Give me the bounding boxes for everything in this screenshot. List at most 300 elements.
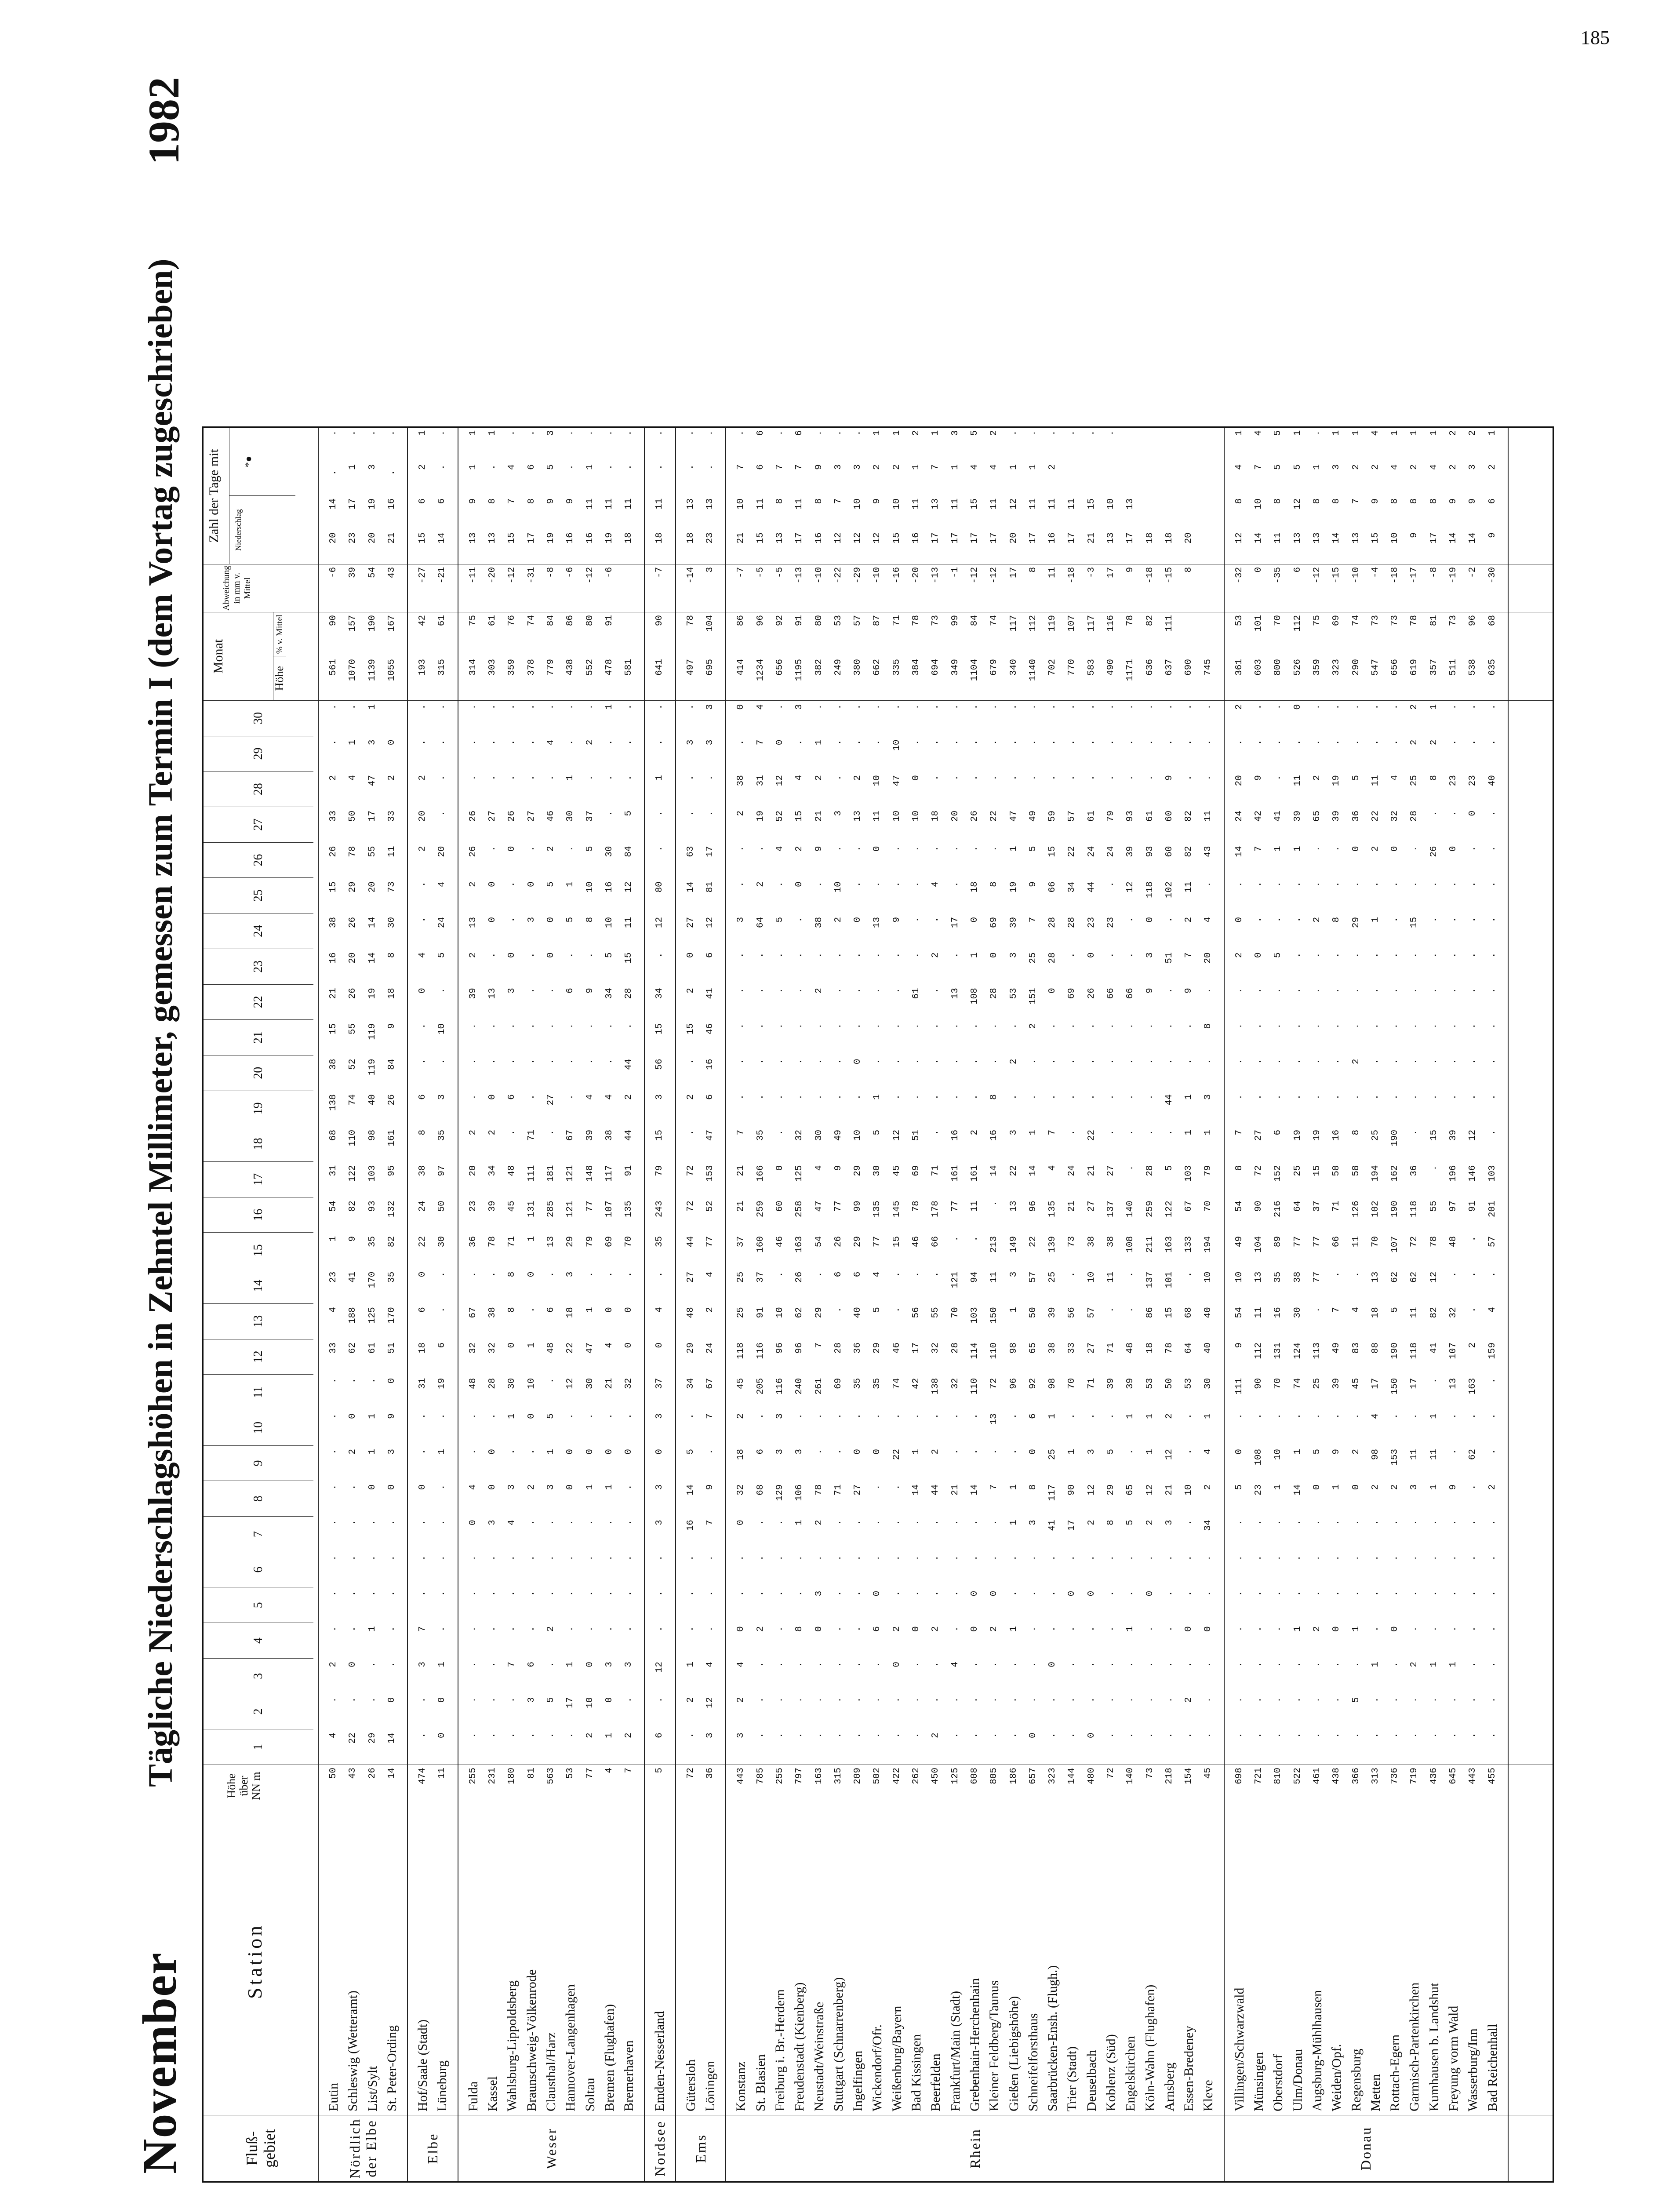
day-value: .: [1028, 1661, 1038, 1667]
day-value: .: [1448, 1697, 1459, 1703]
day-value: 3: [655, 1484, 665, 1490]
day-value: 2: [853, 775, 863, 781]
day-value: 2: [1370, 1484, 1381, 1490]
day-value: .: [1086, 1555, 1097, 1561]
day-value: .: [911, 1520, 922, 1525]
day-value: .: [1468, 1307, 1478, 1313]
day-value: .: [969, 1059, 980, 1065]
day-value: 118: [1409, 1201, 1420, 1218]
day-value: 12: [775, 775, 785, 786]
day-value: 70: [950, 1307, 960, 1318]
day-value: 1: [1125, 1626, 1136, 1632]
day-value: .: [1487, 1520, 1498, 1525]
day-value: .: [1273, 1732, 1284, 1738]
day-value: 21: [1164, 1484, 1175, 1496]
day-value: .: [1145, 1059, 1155, 1065]
day-value: 30: [604, 846, 615, 857]
day-value: .: [1468, 1732, 1478, 1738]
day-value: .: [911, 1661, 922, 1667]
day-value: .: [833, 1520, 844, 1525]
day-value: .: [1203, 1732, 1214, 1738]
day-value: 4: [872, 1271, 883, 1277]
day-value: 0: [437, 1697, 447, 1703]
days-other: . . . .: [328, 430, 397, 436]
day-value: .: [931, 846, 941, 852]
day-value: .: [1331, 1094, 1342, 1100]
day-value: .: [1468, 739, 1478, 746]
day-value: 50: [348, 810, 358, 822]
day-header-5: 5: [204, 1587, 313, 1623]
day-value: 65: [1125, 1484, 1136, 1496]
day-value: .: [507, 1555, 517, 1561]
day-value: 10: [526, 1378, 537, 1389]
day-value: 72: [1254, 1165, 1264, 1176]
day-value: .: [969, 1236, 980, 1242]
day-value: .: [585, 704, 595, 710]
day-value: .: [1105, 1059, 1116, 1065]
day-value: 54: [1234, 1307, 1244, 1318]
day-value: 90: [1067, 1484, 1077, 1496]
day-value: 48: [1125, 1342, 1136, 1354]
deviation-values: -7 -5 -5 -13 -10 -22 -29 -10 -16 -20 -13 -1 -12 -12 17 8 11 -18 -3 17 9 -18 -15 8: [726, 564, 1224, 612]
day-value: 103: [1487, 1165, 1498, 1182]
day-value: 7: [418, 1626, 428, 1632]
day-value: 9: [1448, 1484, 1459, 1490]
day-value: 101: [1164, 1271, 1175, 1288]
day-value: 66: [1105, 988, 1116, 999]
day-value: 1: [1370, 1661, 1381, 1667]
day-value: .: [1487, 917, 1498, 923]
day-value: 2: [794, 846, 805, 852]
day-value: .: [655, 1271, 665, 1277]
day-value: .: [565, 846, 576, 852]
days-ge-1-0: 11: [655, 498, 665, 510]
day-value: .: [1254, 1094, 1264, 1100]
days-ge-1-0: 10 11 8 11 8 7 10 9 10 11 13 11 15 11 12 11 11 11 15 10 13: [736, 498, 1136, 510]
day-value: 4: [328, 1307, 338, 1313]
day-value: .: [1409, 1555, 1420, 1561]
day-value: .: [545, 1661, 556, 1667]
day-value: 28: [833, 1342, 844, 1354]
day-value: .: [1047, 1590, 1058, 1597]
day-value: .: [1145, 1732, 1155, 1738]
day-value: .: [775, 1023, 785, 1029]
day-value: 66: [1125, 988, 1136, 999]
day-value: 108: [1125, 1236, 1136, 1253]
day-value: .: [1008, 739, 1019, 746]
day-value: .: [833, 1661, 844, 1667]
day-value: 46: [545, 810, 556, 822]
day-value: .: [1390, 1732, 1400, 1738]
day-value: 121: [565, 1165, 576, 1182]
day-value: 20: [437, 846, 447, 857]
day-value: .: [931, 775, 941, 781]
day-value: 11: [1409, 1307, 1420, 1318]
day-value: 135: [872, 1201, 883, 1218]
day-value: 10: [833, 881, 844, 893]
day-value: .: [1390, 1413, 1400, 1419]
day-value: 25: [736, 1271, 746, 1283]
day-value: .: [736, 1590, 746, 1597]
day-value: .: [1105, 1697, 1116, 1703]
day-value: .: [911, 1555, 922, 1561]
day-value: 132: [386, 1201, 397, 1218]
day-value: 9: [386, 1023, 397, 1029]
day-value: 7: [814, 1342, 824, 1348]
day-value: .: [348, 1520, 358, 1525]
day-value: 96: [1008, 1378, 1019, 1389]
day-value: 27: [487, 810, 498, 822]
day-value: .: [1331, 846, 1342, 852]
day-value: .: [1390, 952, 1400, 958]
day-value: 64: [1292, 1201, 1303, 1212]
day-value: .: [891, 1697, 902, 1703]
day-value: .: [950, 1448, 960, 1455]
day-value: 49: [1331, 1342, 1342, 1354]
day-value: 135: [1047, 1201, 1058, 1218]
day-value: 72: [989, 1378, 1000, 1389]
day-value: 0: [989, 1590, 1000, 1597]
day-value: 163: [1164, 1236, 1175, 1253]
deviation-values: -11 -20 -12 -31 -8 -6 -12 -6: [458, 564, 645, 612]
day-value: .: [1468, 952, 1478, 958]
day-value: .: [1468, 1590, 1478, 1597]
day-value: .: [1487, 1378, 1498, 1384]
day-value: 1: [1292, 1626, 1303, 1632]
day-value: .: [775, 988, 785, 993]
days-ge-0-1: 15 14: [418, 532, 447, 544]
day-header-28: 28: [204, 771, 313, 807]
day-value: .: [328, 1590, 338, 1597]
station-names: Eutin Schleswig (Wetteramt) List/Sylt St. Peter-Ording: [318, 1807, 407, 2115]
day-value: .: [1331, 1661, 1342, 1667]
day-value: .: [1105, 1590, 1116, 1597]
day-value: 150: [1390, 1378, 1400, 1395]
day-value: 0: [736, 1626, 746, 1632]
day-value: 163: [1468, 1378, 1478, 1395]
day-value: .: [1164, 1697, 1175, 1703]
day-header-1: 1: [251, 1744, 265, 1750]
day-value: .: [1292, 1520, 1303, 1525]
day-value: 30: [814, 1129, 824, 1141]
day-value: .: [1448, 1555, 1459, 1561]
day-value: .: [1164, 1732, 1175, 1738]
day-value: 4: [775, 846, 785, 852]
day-value: 32: [1448, 1307, 1459, 1318]
day-value: .: [736, 1059, 746, 1065]
day-value: 0: [1448, 846, 1459, 852]
day-value: .: [565, 1413, 576, 1419]
day-header-2: 2: [204, 1694, 313, 1730]
day-value: 27: [545, 1094, 556, 1106]
day-value: .: [418, 704, 428, 710]
day-value: .: [367, 1661, 378, 1667]
day-value: 69: [604, 1236, 615, 1248]
day-value: .: [437, 1307, 447, 1313]
day-value: 2: [1164, 1413, 1175, 1419]
day-value: .: [585, 1023, 595, 1029]
day-value: .: [853, 952, 863, 958]
day-value: .: [565, 1094, 576, 1100]
day-value: 72: [685, 1165, 696, 1176]
day-value: .: [814, 1555, 824, 1561]
day-value: .: [1234, 1661, 1244, 1667]
day-value: 1: [437, 1448, 447, 1455]
day-value: 90: [1254, 1378, 1264, 1389]
day-value: 1: [585, 1307, 595, 1313]
day-value: 1: [1448, 1661, 1459, 1667]
day-value: .: [1067, 1697, 1077, 1703]
day-value: .: [1164, 1590, 1175, 1597]
day-value: .: [1273, 1590, 1284, 1597]
day-value: .: [604, 1520, 615, 1525]
day-value: .: [545, 775, 556, 781]
day-value: .: [833, 1059, 844, 1065]
day-value: 11: [1292, 775, 1303, 786]
day-value: 1: [1047, 1413, 1058, 1419]
day-value: 1: [437, 1661, 447, 1667]
day-value: .: [969, 1520, 980, 1525]
day-value: 2: [1487, 1484, 1498, 1490]
day-value: 78: [1164, 1342, 1175, 1354]
day-value: 11: [386, 846, 397, 857]
day-value: .: [1312, 704, 1322, 710]
day-value: 71: [931, 1165, 941, 1176]
day-value: 13: [872, 917, 883, 928]
day-value: 34: [655, 988, 665, 999]
day-value: 9: [891, 917, 902, 923]
day-value: .: [853, 1094, 863, 1100]
day-value: 161: [386, 1129, 397, 1146]
day-value: 1: [1203, 1413, 1214, 1419]
day-value: .: [1468, 1661, 1478, 1667]
daily-row: [1160, 701, 1179, 1765]
day-value: .: [1448, 881, 1459, 887]
day-value: .: [1105, 1626, 1116, 1632]
day-value: 53: [1008, 988, 1019, 999]
day-value: 4: [1370, 1413, 1381, 1419]
daily-row: [1483, 701, 1502, 1765]
day-value: .: [545, 1520, 556, 1525]
day-value: .: [755, 1732, 766, 1738]
daily-row: [1405, 701, 1424, 1765]
day-value: 0: [1292, 704, 1303, 710]
day-value: 52: [775, 810, 785, 822]
day-value: 4: [418, 952, 428, 958]
day-value: .: [1184, 1413, 1194, 1419]
day-value: 9: [348, 1236, 358, 1242]
day-value: .: [1390, 1661, 1400, 1667]
days-ge-1-0: 14 17 19 16: [328, 498, 397, 510]
day-value: 3: [1086, 1448, 1097, 1455]
day-value: 54: [328, 1201, 338, 1212]
day-value: 24: [418, 1201, 428, 1212]
day-value: .: [931, 1590, 941, 1597]
day-value: 5: [775, 917, 785, 923]
day-value: .: [1273, 1023, 1284, 1029]
day-value: 3: [1008, 952, 1019, 958]
day-value: .: [1125, 1094, 1136, 1100]
empty-cell: [1508, 427, 1553, 564]
day-value: 0: [545, 917, 556, 923]
day-value: 5: [604, 952, 615, 958]
day-value: .: [989, 704, 1000, 710]
day-value: 94: [969, 1271, 980, 1283]
day-value: 44: [1086, 881, 1097, 893]
page-number: 185: [1581, 27, 1610, 48]
day-value: .: [437, 1626, 447, 1632]
day-value: .: [367, 1697, 378, 1703]
day-value: 23: [1448, 775, 1459, 786]
day-value: 44: [931, 1484, 941, 1496]
day-value: .: [1203, 1697, 1214, 1703]
day-value: .: [1468, 1271, 1478, 1277]
day-value: .: [1292, 1555, 1303, 1561]
day-value: 6: [507, 1094, 517, 1100]
day-value: 0: [348, 1661, 358, 1667]
day-value: 21: [950, 1484, 960, 1496]
day-value: .: [1468, 1555, 1478, 1561]
day-value: 82: [348, 1201, 358, 1212]
day-value: .: [1184, 1520, 1194, 1525]
daily-row: [1308, 701, 1327, 1765]
day-value: 0: [1468, 810, 1478, 816]
day-value: .: [545, 1271, 556, 1277]
day-value: .: [1331, 881, 1342, 887]
day-value: 137: [1145, 1271, 1155, 1288]
day-value: .: [418, 881, 428, 887]
day-value: .: [950, 1697, 960, 1703]
day-value: 3: [507, 1484, 517, 1490]
day-value: .: [872, 1484, 883, 1490]
day-value: 25: [1312, 1378, 1322, 1389]
day-value: .: [1145, 1129, 1155, 1135]
header-snow-symbols: *●: [243, 455, 255, 468]
day-value: 25: [1047, 1448, 1058, 1460]
day-value: 82: [1184, 810, 1194, 822]
day-value: 4: [604, 1094, 615, 1100]
day-value: .: [1448, 810, 1459, 816]
day-value: .: [911, 1697, 922, 1703]
monthly-percent: 53 101 70 112 75 69 74 73 73 78 81 73 96 68: [1234, 615, 1498, 632]
day-value: .: [1164, 917, 1175, 923]
day-value: .: [1409, 1520, 1420, 1525]
day-value: .: [1105, 1413, 1116, 1419]
day-value: 67: [705, 1378, 716, 1389]
day-value: .: [950, 704, 960, 710]
header-monat-hoehe: Höhe: [273, 656, 286, 701]
day-value: 19: [755, 810, 766, 822]
day-value: 78: [1429, 1236, 1439, 1248]
day-value: .: [1008, 1555, 1019, 1561]
day-value: 3: [526, 917, 537, 923]
day-value: 24: [705, 1342, 716, 1354]
day-value: 0: [526, 881, 537, 887]
day-value: 27: [1086, 1201, 1097, 1212]
day-value: 0: [624, 1342, 634, 1348]
day-value: .: [1145, 1023, 1155, 1029]
day-value: 25: [1028, 952, 1038, 964]
day-value: .: [911, 1413, 922, 1419]
day-value: .: [911, 952, 922, 958]
empty-cell: [1508, 2115, 1553, 2182]
daily-row: [1288, 701, 1308, 1765]
day-value: .: [487, 704, 498, 710]
day-value: .: [1234, 1023, 1244, 1029]
day-value: 71: [526, 1129, 537, 1141]
day-value: .: [585, 1555, 595, 1561]
day-value: .: [1184, 1555, 1194, 1561]
day-value: 4: [1351, 1307, 1361, 1313]
day-value: 1: [1292, 1448, 1303, 1455]
day-value: 3: [1145, 952, 1155, 958]
day-value: 98: [1008, 1342, 1019, 1354]
day-value: .: [1331, 988, 1342, 993]
day-value: 2: [1234, 952, 1244, 958]
day-value: .: [1028, 1094, 1038, 1100]
day-value: 19: [1008, 881, 1019, 893]
day-value: 12: [1164, 1448, 1175, 1460]
day-value: .: [1234, 1059, 1244, 1065]
day-value: 89: [1273, 1236, 1284, 1248]
monthly-values: [1224, 612, 1508, 701]
day-value: 6: [655, 1732, 665, 1738]
day-value: 64: [755, 917, 766, 928]
day-value: 60: [775, 1201, 785, 1212]
header-station: Station: [203, 1807, 319, 2115]
day-value: .: [1468, 1059, 1478, 1065]
day-value: 27: [685, 917, 696, 928]
day-value: .: [1184, 1023, 1194, 1029]
day-value: 12: [705, 917, 716, 928]
day-value: .: [891, 1590, 902, 1597]
day-counts: [644, 427, 675, 564]
day-value: 0: [585, 1448, 595, 1455]
day-value: 37: [755, 1271, 766, 1283]
day-value: 4: [1390, 775, 1400, 781]
daily-row: [868, 701, 887, 1765]
day-counts: [676, 427, 726, 564]
day-value: 3: [604, 1661, 615, 1667]
day-value: .: [348, 1484, 358, 1490]
day-value: .: [685, 1732, 696, 1738]
day-value: 0: [775, 1165, 785, 1171]
day-value: 3: [655, 1520, 665, 1525]
day-value: .: [1105, 1661, 1116, 1667]
day-value: 10: [1234, 1271, 1244, 1283]
day-value: 1: [1273, 1484, 1284, 1490]
daily-row: [561, 701, 580, 1765]
daily-row: [681, 701, 701, 1765]
day-value: 1: [348, 739, 358, 746]
day-value: 20: [418, 810, 428, 822]
day-value: 3: [705, 704, 716, 710]
day-value: 33: [1067, 1342, 1077, 1354]
day-value: .: [833, 1590, 844, 1597]
day-value: 48: [468, 1378, 478, 1389]
day-value: .: [468, 1059, 478, 1065]
day-value: .: [853, 846, 863, 852]
day-value: .: [1292, 1023, 1303, 1029]
day-value: 10: [911, 810, 922, 822]
day-value: 0: [386, 1378, 397, 1384]
day-value: 67: [565, 1129, 576, 1141]
day-value: .: [1125, 952, 1136, 958]
day-value: 0: [418, 1271, 428, 1277]
day-value: 116: [755, 1342, 766, 1359]
day-counts: [458, 427, 645, 564]
day-value: 12: [1429, 1271, 1439, 1283]
